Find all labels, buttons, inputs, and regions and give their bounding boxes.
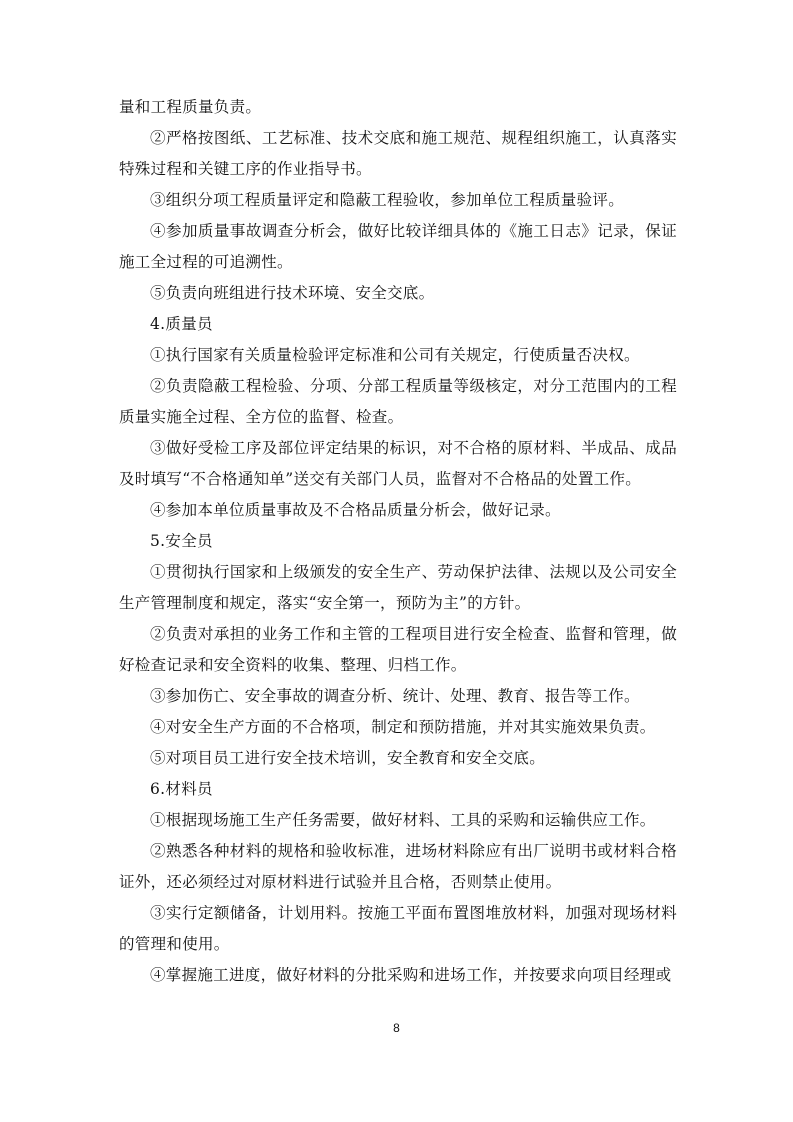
- paragraph: 5.安全员: [150, 532, 213, 550]
- paragraph: ③参加伤亡、安全事故的调查分析、统计、处理、教育、报告等工作。: [150, 687, 640, 705]
- paragraph: 4.质量员: [150, 315, 213, 333]
- paragraph: ②熟悉各种材料的规格和验收标准，进场材料除应有出厂说明书或材料合格证外，还必须经过对原材料进行试验并且合格，否则禁止使用。: [119, 842, 677, 891]
- paragraph: ②负责对承担的业务工作和主管的工程项目进行安全检查、监督和管理，做好检查记录和安全资料的收集、整理、归档工作。: [119, 625, 677, 674]
- paragraph: ③组织分项工程质量评定和隐蔽工程验收，参加单位工程质量验评。: [150, 191, 625, 209]
- paragraph: ④参加质量事故调查分析会，做好比较详细具体的《施工日志》记录，保证施工全过程的可追溯性。: [119, 222, 677, 271]
- paragraph: ②负责隐蔽工程检验、分项、分部工程质量等级核定，对分工范围内的工程质量实施全过程、全方位的监督、检查。: [119, 377, 677, 426]
- paragraph: ⑤对项目员工进行安全技术培训，安全教育和安全交底。: [150, 749, 546, 767]
- paragraph: 6.材料员: [150, 780, 213, 798]
- paragraph: ①根据现场施工生产任务需要，做好材料、工具的采购和运输供应工作。: [150, 811, 656, 829]
- paragraph: ②严格按图纸、工艺标准、技术交底和施工规范、规程组织施工，认真落实特殊过程和关键工序的作业指导书。: [119, 129, 677, 178]
- paragraph: ①执行国家有关质量检验评定标准和公司有关规定，行使质量否决权。: [150, 346, 640, 364]
- paragraph: ①贯彻执行国家和上级颁发的安全生产、劳动保护法律、法规以及公司安全生产管理制度和规定，落实“安全第一，预防为主”的方针。: [119, 563, 677, 612]
- paragraph: ③做好受检工序及部位评定结果的标识，对不合格的原材料、半成品、成品及时填写“不合格通知单”送交有关部门人员，监督对不合格品的处置工作。: [119, 439, 677, 488]
- page-body: [119, 92, 677, 991]
- paragraph: 量和工程质量负责。: [119, 98, 262, 116]
- paragraph: ④掌握施工进度，做好材料的分批采购和进场工作，并按要求向项目经理或: [150, 966, 672, 984]
- paragraph: ③实行定额储备，计划用料。按施工平面布置图堆放材料，加强对现场材料的管理和使用。: [119, 904, 677, 953]
- paragraph: ⑤负责向班组进行技术环境、安全交底。: [150, 284, 435, 302]
- paragraph: ④参加本单位质量事故及不合格品质量分析会，做好记录。: [150, 501, 561, 519]
- paragraph: ④对安全生产方面的不合格项，制定和预防措施，并对其实施效果负责。: [150, 718, 656, 736]
- page-number: 8: [393, 1021, 400, 1035]
